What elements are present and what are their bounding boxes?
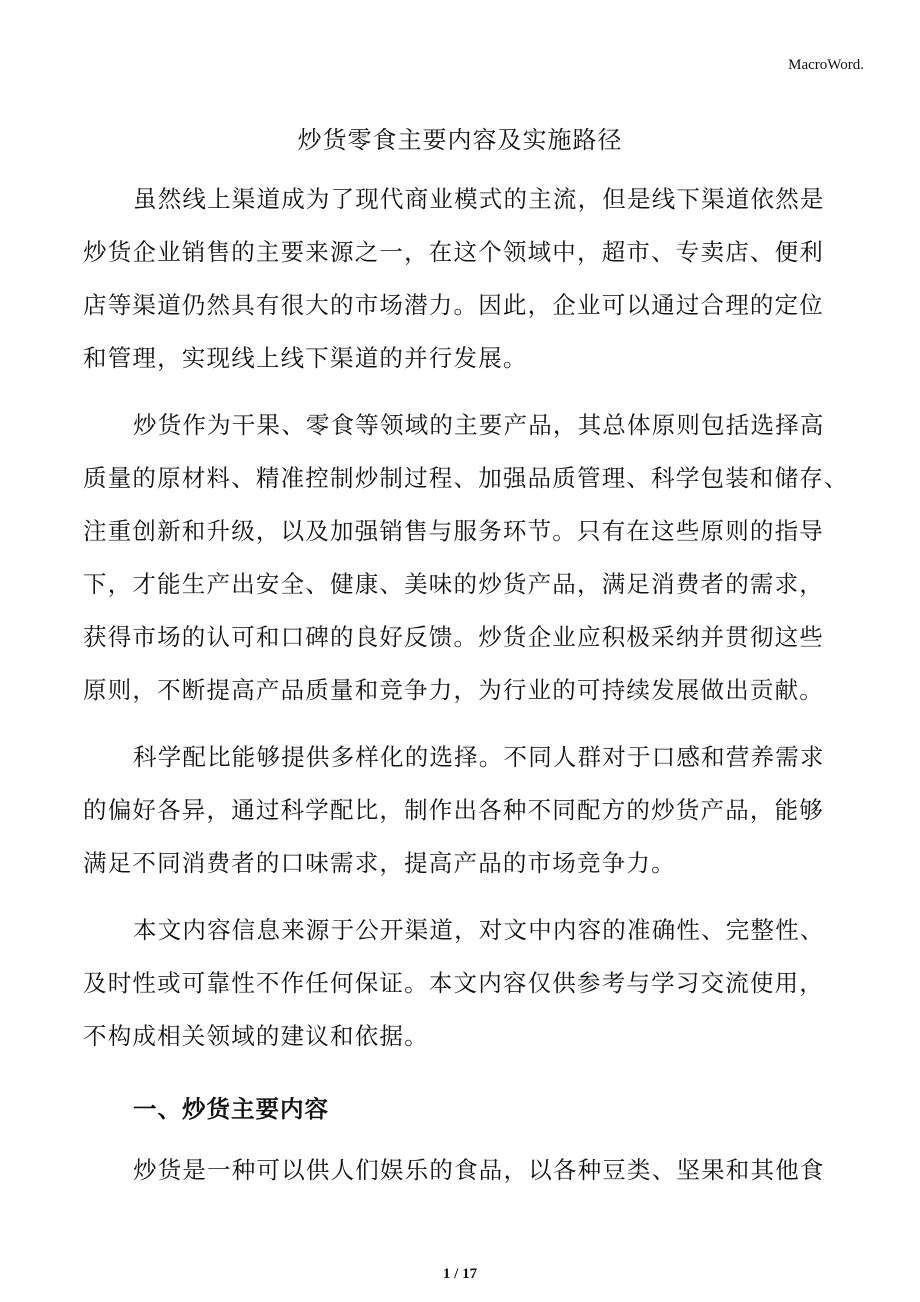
text-line: 质量的原材料、精准控制炒制过程、加强品质管理、科学包装和储存、 bbox=[83, 464, 849, 492]
section-heading: 一、炒货主要内容 bbox=[133, 1095, 329, 1123]
text-line: 的偏好各异，通过科学配比，制作出各种不同配方的炒货产品，能够 bbox=[83, 796, 824, 824]
text-line: 虽然线上渠道成为了现代商业模式的主流，但是线下渠道依然是 bbox=[133, 185, 825, 213]
text-line: 原则，不断提高产品质量和竞争力，为行业的可持续发展做出贡献。 bbox=[83, 676, 824, 704]
page-number: 1 / 17 bbox=[442, 1266, 478, 1282]
header-brand: MacroWord. bbox=[788, 57, 864, 73]
text-line: 科学配比能够提供多样化的选择。不同人群对于口感和营养需求 bbox=[133, 743, 825, 771]
text-line: 和管理，实现线上线下渠道的并行发展。 bbox=[83, 344, 528, 372]
paragraph bbox=[83, 1144, 863, 1197]
text-line: 炒货作为干果、零食等领域的主要产品，其总体原则包括选择高 bbox=[133, 411, 825, 439]
text-line: 店等渠道仍然具有很大的市场潜力。因此，企业可以通过合理的定位 bbox=[83, 291, 824, 319]
text-line: 下，才能生产出安全、健康、美味的炒货产品，满足消费者的需求， bbox=[83, 570, 824, 598]
paragraph bbox=[83, 904, 863, 1063]
text-line: 及时性或可靠性不作任何保证。本文内容仅供参考与学习交流使用， bbox=[83, 969, 824, 997]
text-line: 不构成相关领域的建议和依据。 bbox=[83, 1022, 429, 1050]
document-body bbox=[83, 173, 863, 1211]
text-line: 注重创新和升级，以及加强销售与服务环节。只有在这些原则的指导 bbox=[83, 517, 824, 545]
paragraph bbox=[83, 731, 863, 890]
paragraph bbox=[83, 173, 863, 385]
text-line: 本文内容信息来源于公开渠道，对文中内容的准确性、完整性、 bbox=[133, 916, 825, 944]
text-line: 满足不同消费者的口味需求，提高产品的市场竞争力。 bbox=[83, 849, 676, 877]
text-line: 炒货是一种可以供人们娱乐的食品，以各种豆类、坚果和其他食 bbox=[133, 1156, 825, 1184]
document-title: 炒货零食主要内容及实施路径 bbox=[297, 126, 623, 154]
paragraph bbox=[83, 399, 863, 717]
text-line: 炒货企业销售的主要来源之一，在这个领域中，超市、专卖店、便利 bbox=[83, 238, 824, 266]
text-line: 获得市场的认可和口碑的良好反馈。炒货企业应积极采纳并贯彻这些 bbox=[83, 623, 824, 651]
